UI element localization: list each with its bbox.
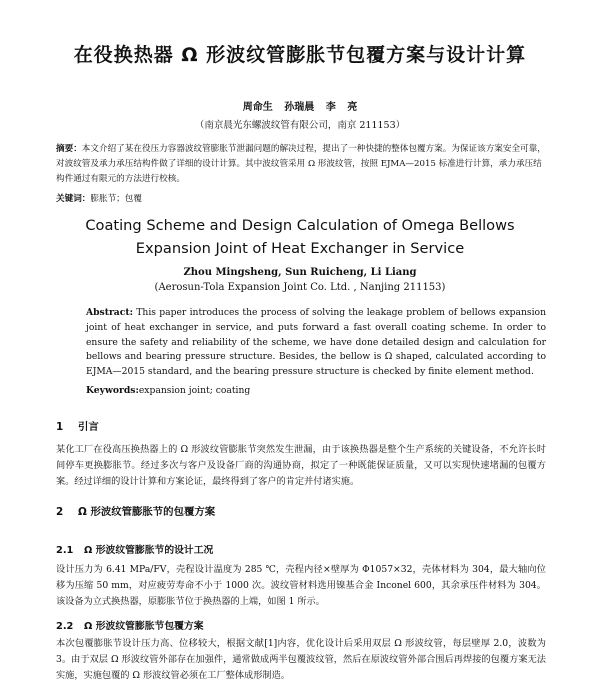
chinese-keywords-label: 关键词： (56, 194, 91, 204)
chinese-abstract-text: 本文介绍了某在役压力容器波纹管膨胀节泄漏问题的解决过程，提出了一种快捷的整体包覆方案。为保证该方案安全可靠，对波纹管及承力承压结构件做了详细的设计计算。其中波纹管采用 Ω 形波纹管，按照 EJMA—2015 标准进行计算，承力承压结构件通过有限元的方法进行校核。 (56, 144, 546, 184)
english-title (0, 214, 600, 260)
english-keywords-text: expansion joint; coating (138, 385, 251, 396)
section-number: 2 (56, 506, 64, 518)
section-title: 引言 (78, 421, 99, 433)
english-authors: Zhou Mingsheng, Sun Ruicheng, Li Liang (183, 267, 417, 278)
section-title: Ω 形波纹管膨胀节的包覆方案 (78, 506, 216, 518)
section-number: 1 (56, 421, 64, 433)
english-abstract-label: Abstract: (86, 307, 133, 318)
english-keywords-label: Keywords: (86, 385, 139, 396)
english-abstract-text: This paper introduces the process of solving the leakage problem of bellows expansion joint of heat exchanger in service, and puts forward a fast overall coating scheme. In order to ensure the safety and reliability of the scheme, we have done detailed design and calculation for bellows and bearing pressure structure. Besides, the bellow is Ω shaped, calculated according to EJMA—2015 standard, and the bearing pressure structure is checked by finite element method. (86, 307, 547, 378)
section-heading-1 (56, 418, 99, 433)
chinese-affiliation: （南京晨光东螺波纹管有限公司，南京 211153） (194, 120, 406, 131)
english-title-line1: Coating Scheme and Design Calculation of Omega Bellows (85, 217, 515, 234)
subsection-heading-2-1 (56, 542, 213, 556)
subsection-heading-2-2 (56, 618, 204, 632)
english-abstract (86, 306, 546, 380)
chinese-keywords-text: 膨胀节；包覆 (90, 194, 142, 204)
section-heading-2 (56, 503, 215, 518)
subsection-number: 2.1 (56, 545, 74, 556)
chinese-keywords (56, 192, 546, 204)
subsection-title: Ω 形波纹管膨胀节的设计工况 (84, 545, 214, 556)
chinese-authors: 周命生 孙瑞晨 李 亮 (242, 102, 358, 113)
subsection-number: 2.2 (56, 621, 74, 632)
english-title-line2: Expansion Joint of Heat Exchanger in Service (135, 240, 465, 257)
english-affiliation: (Aerosun-Tola Expansion Joint Co. Ltd. , Nanjing 211153) (154, 282, 446, 293)
subsection-2-2-body: 本次包覆膨胀节设计压力高、位移较大，根据文献[1]内容，优化设计后采用双层 Ω 形波纹管，每层壁厚 2.0，波数为 3。由于双层 Ω 形波纹管外部存在加强件，通常做成两半包覆波纹管，然后在原波纹管外部合围后再焊接的包覆方案无法实施，实施包覆的 Ω 形波纹管必须在工厂整体成形制造。 (56, 638, 546, 682)
chinese-abstract-label: 摘要： (56, 144, 82, 154)
chinese-abstract (56, 142, 546, 187)
section-1-body: 某化工厂在役高压换热器上的 Ω 形波纹管膨胀节突然发生泄漏，由于该换热器是整个生产系统的关键设备，不允许长时间停车更换膨胀节。经过多次与客户及设备厂商的沟通协商，拟定了一种既能保证质量，又可以实现快速堵漏的包覆方案。经过详细的设计计算和方案论证，最终得到了客户的肯定并付诸实施。 (56, 444, 546, 488)
subsection-title: Ω 形波纹管膨胀节包覆方案 (84, 621, 204, 632)
chinese-title: 在役换热器 Ω 形波纹管膨胀节包覆方案与设计计算 (73, 44, 527, 66)
subsection-2-1-body: 设计压力为 6.41 MPa/FV，壳程设计温度为 285 ℃，壳程内径×壁厚为 Φ1057×32，壳体材料为 304，最大轴向位移为压缩 50 mm，对应疲劳寿命不小于 1000 次。波纹管材料选用镍基合金 Inconel 600，其余承压件材料为 304。该设备为立式换热器，原膨胀节位于换热器的上端，如图 1 所示。 (56, 564, 546, 608)
english-keywords (86, 385, 546, 396)
